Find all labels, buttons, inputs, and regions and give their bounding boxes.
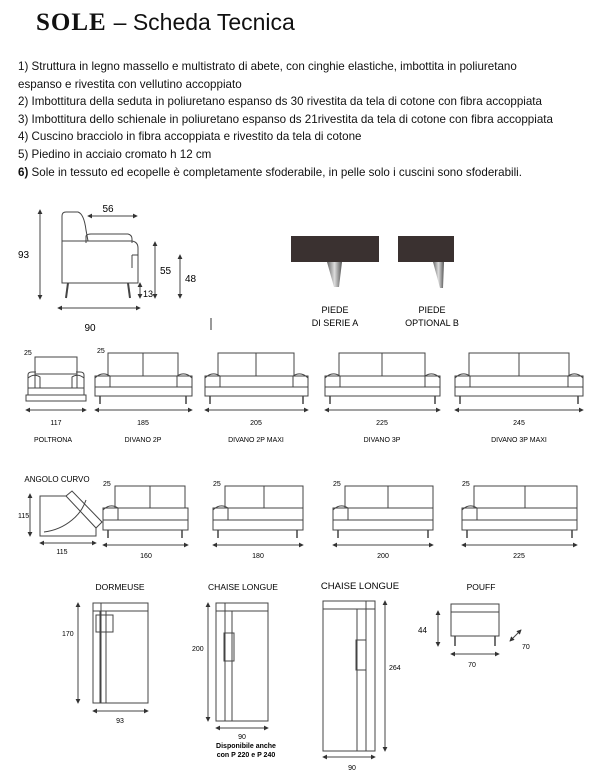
model-name: POLTRONA <box>34 437 72 444</box>
dim-height: 44 <box>418 626 427 635</box>
dim-leg-height: 13 <box>143 289 154 299</box>
spec-item: espanso e rivestita con vellutino accoppiato <box>18 77 242 91</box>
dim-arm-height: 48 <box>185 274 197 285</box>
angolo-curvo-drawing <box>30 491 102 543</box>
dim-height: 93 <box>18 250 30 261</box>
corner-label: ANGOLO CURVO <box>24 475 90 484</box>
width-dim: 205 <box>250 420 262 427</box>
pouff-drawing <box>438 604 521 654</box>
element-225-drawing <box>462 486 577 545</box>
arm-dim: 25 <box>462 481 470 488</box>
dim-depth: 170 <box>62 631 74 638</box>
brand-name: SOLE <box>36 9 107 36</box>
width-dim: 160 <box>140 553 152 560</box>
divano-3p-drawing <box>325 353 440 404</box>
dim-width: 93 <box>116 718 124 725</box>
spec-item: 5) Piedino in acciaio cromato h 12 cm <box>18 147 212 161</box>
spec-item: 3) Imbottitura dello schienale in poliuretano espanso ds 21rivestita da tela di cotone con fibra accoppiata <box>18 112 553 126</box>
chaise-longue-2-drawing <box>323 601 385 757</box>
chaise-note: Disponibile anche <box>216 743 276 750</box>
element-160-drawing <box>103 486 188 545</box>
width-dim: 225 <box>513 553 525 560</box>
spec-item: 4) Cuscino bracciolo in fibra accoppiata e rivestito da tela di cotone <box>18 130 362 144</box>
pouff-label: POUFF <box>466 582 496 592</box>
spec-item: 1) Struttura in legno massello e multistrato di abete, con cinghie elastiche, imbottita in poliuretano <box>18 60 517 73</box>
chaise-label: CHAISE LONGUE <box>208 582 278 592</box>
arm-dim: 25 <box>24 350 32 357</box>
foot-a-image <box>291 236 379 287</box>
chaise-label: CHAISE LONGUE <box>320 581 400 592</box>
dim-width: 90 <box>84 323 96 334</box>
model-name: DIVANO 2P MAXI <box>228 437 284 444</box>
dim-width: 70 <box>468 662 476 669</box>
spec-item: 6) Sole in tessuto ed ecopelle è completamente sfoderabile, in pelle solo i cuscini sono sfoderabili. <box>18 165 522 179</box>
width-dim: 225 <box>376 420 388 427</box>
poltrona-drawing <box>26 357 86 401</box>
foot-b-image <box>398 236 454 288</box>
arm-dim: 25 <box>333 481 341 488</box>
model-name: DIVANO 2P <box>124 437 162 444</box>
width-dim: 200 <box>377 553 389 560</box>
dormeuse-drawing <box>78 603 148 711</box>
side-view-drawing <box>40 210 180 308</box>
corner-side-dim: 115 <box>18 513 30 520</box>
spec-item: 2) Imbottitura della seduta in poliuretano espanso ds 30 rivestita da tela di cotone con fibra accoppiata <box>18 95 542 109</box>
dormeuse-label: DORMEUSE <box>95 582 145 592</box>
foot-b-label: OPTIONAL B <box>405 318 459 328</box>
divano-3p-maxi-drawing <box>455 353 583 404</box>
dim-seat-height: 55 <box>160 266 172 277</box>
arm-dim: 25 <box>213 481 221 488</box>
element-200-drawing <box>333 486 433 545</box>
foot-a-label: PIEDE <box>321 305 349 315</box>
chaise-longue-drawing <box>208 603 268 728</box>
arm-dim: 25 <box>103 481 111 488</box>
doc-subtitle: – Scheda Tecnica <box>113 9 295 35</box>
width-dim: 245 <box>513 420 525 427</box>
dim-depth: 200 <box>192 646 204 653</box>
foot-b-label: PIEDE <box>418 305 446 315</box>
divano-2p-drawing <box>95 353 192 404</box>
width-dim: 185 <box>137 420 149 427</box>
dim-depth: 264 <box>389 665 401 672</box>
dim-depth-top: 56 <box>102 204 114 215</box>
arm-dim: 25 <box>97 348 105 355</box>
width-dim: 117 <box>50 420 62 427</box>
corner-bottom-dim: 115 <box>56 549 68 556</box>
element-180-drawing <box>213 486 303 545</box>
foot-a-label: DI SERIE A <box>311 318 359 328</box>
dim-depth: 70 <box>522 644 530 651</box>
model-name: DIVANO 3P <box>363 437 401 444</box>
chaise-note: con P 220 e P 240 <box>216 752 276 759</box>
divano-2p-maxi-drawing <box>205 353 308 404</box>
dim-width: 90 <box>348 765 356 772</box>
width-dim: 180 <box>252 553 264 560</box>
dim-width: 90 <box>238 734 246 741</box>
model-name: DIVANO 3P MAXI <box>491 437 547 444</box>
